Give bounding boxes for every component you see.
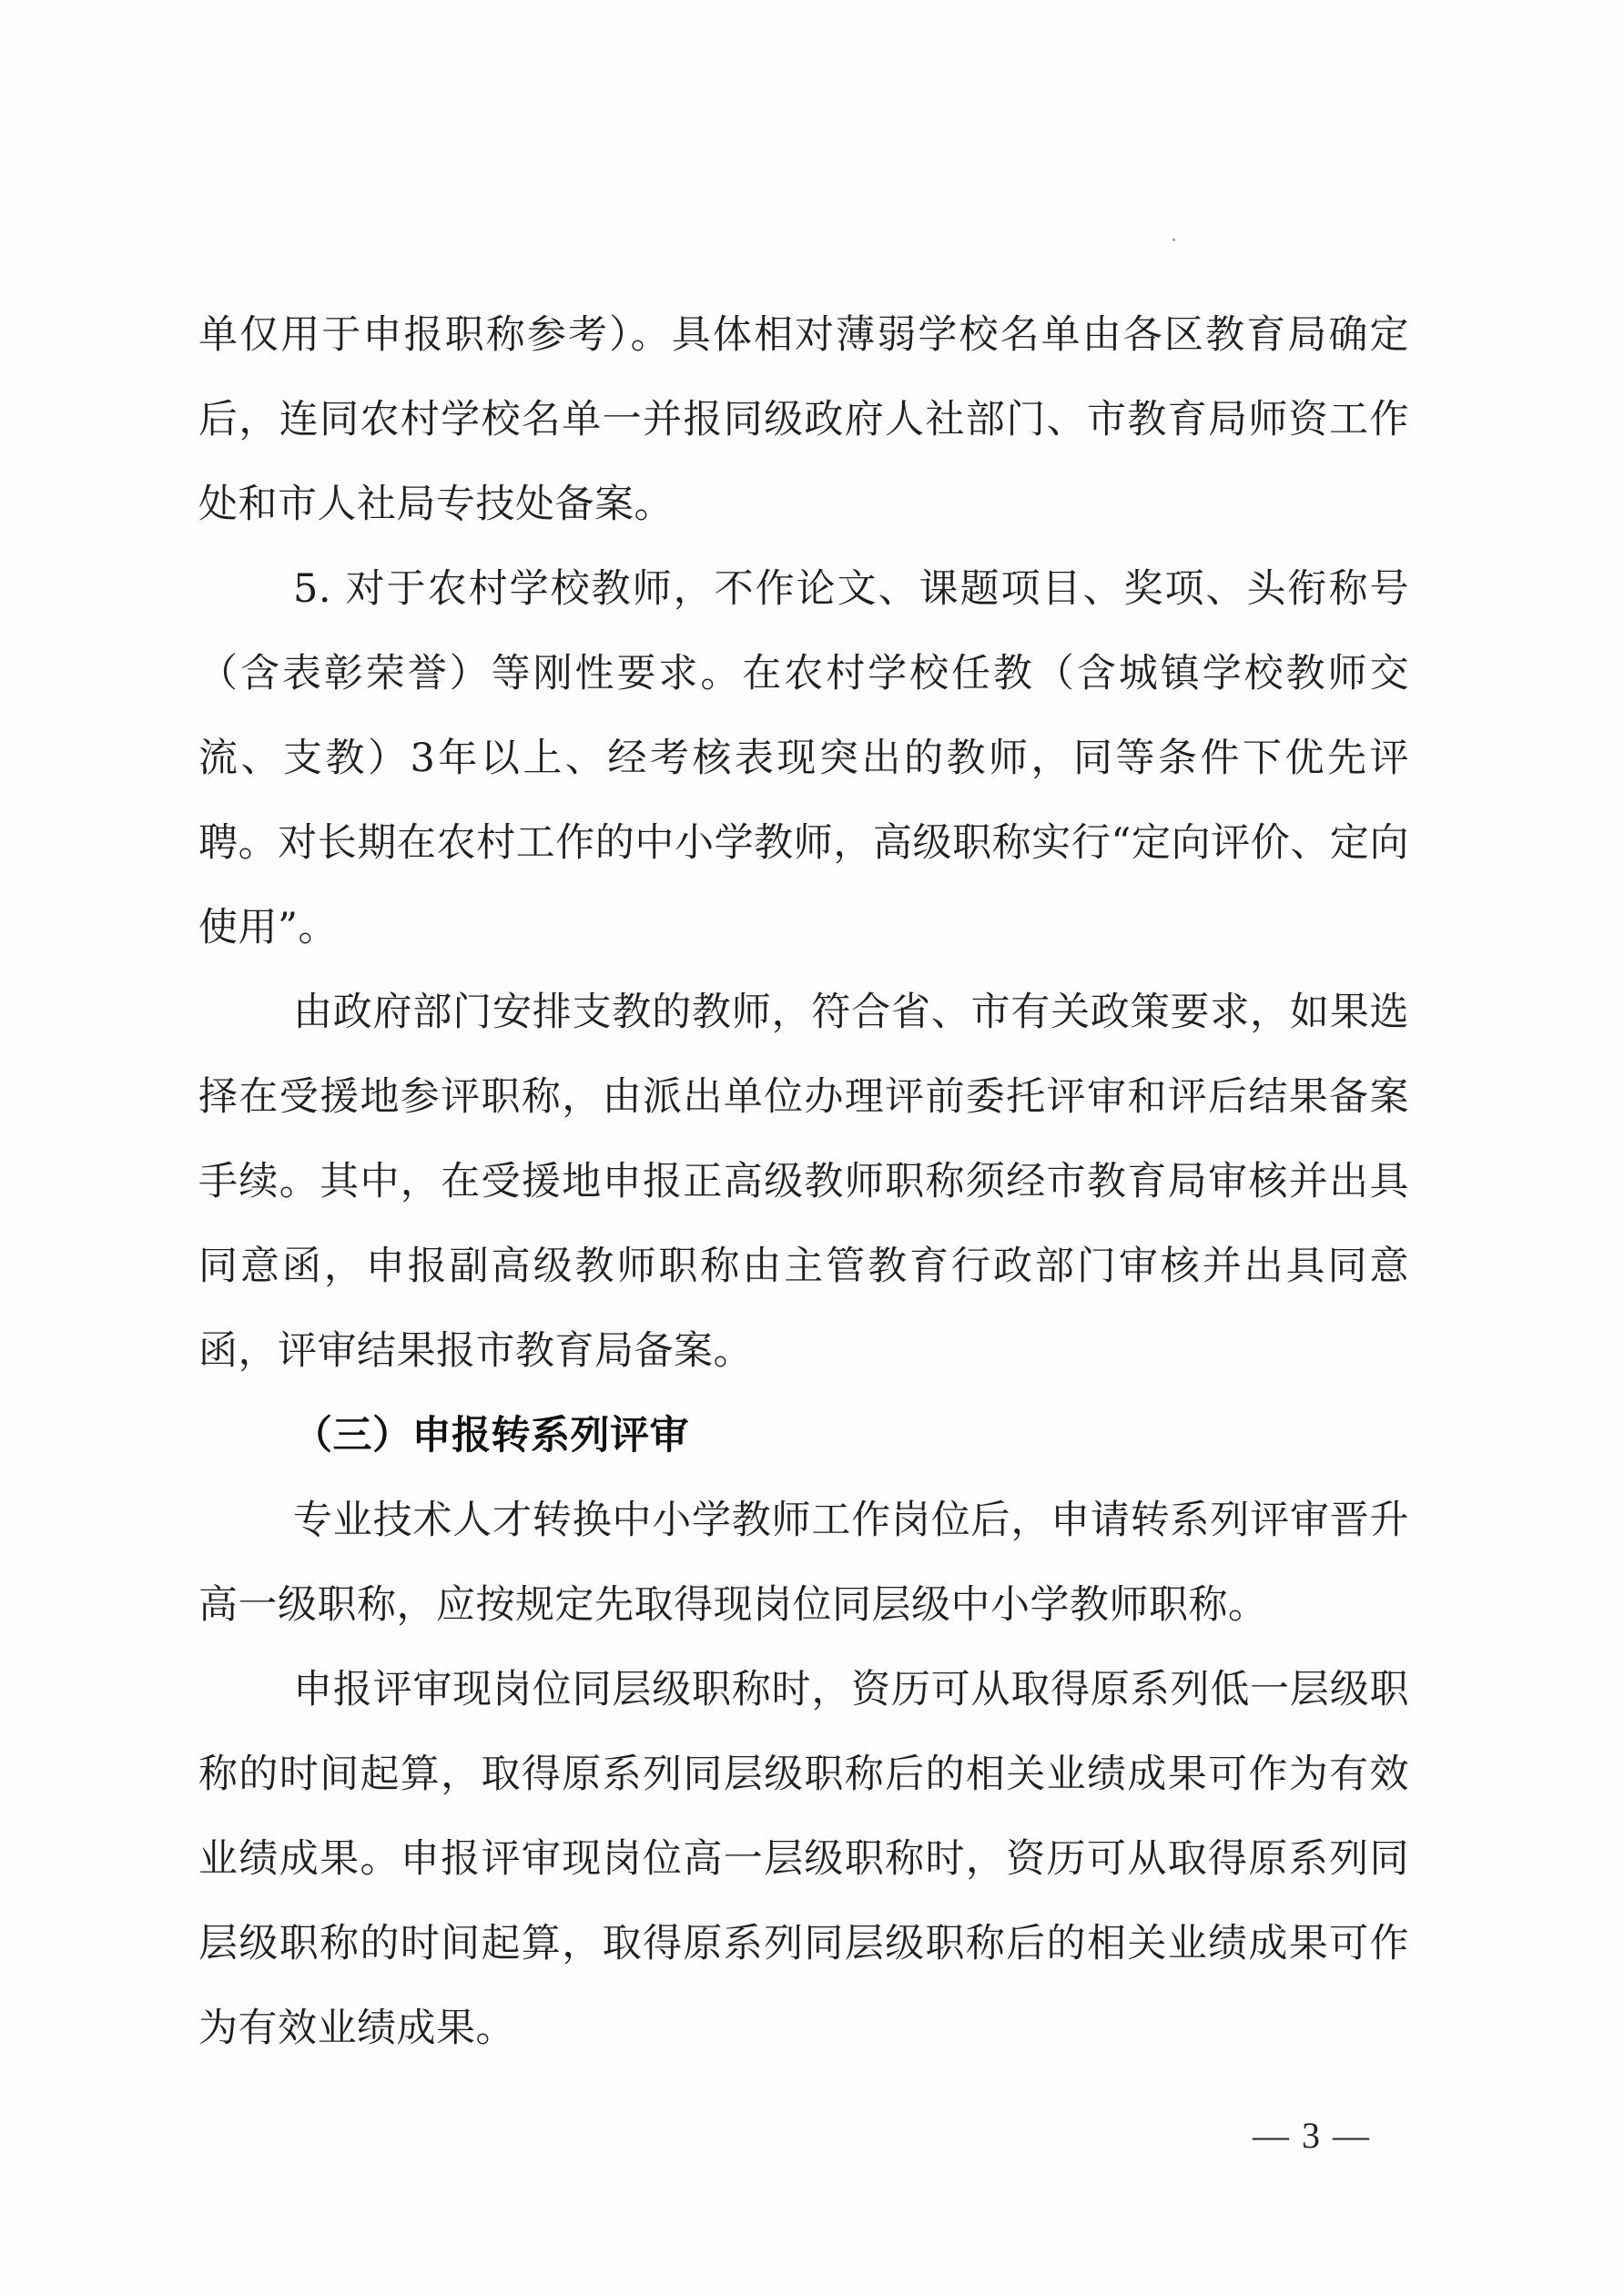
paragraph-support-teaching: 由政府部门安排支教的教师，符合省、市有关政策要求，如果选择在受援地参评职称，由派出单位办理评前委托评审和评后结果备案手续。其中，在受援地申报正高级教师职称须经市教育局审核并出具同意函，申报副高级教师职称由主管教育行政部门审核并出具同意函，评审结果报市教育局备案。 [198, 990, 1409, 1374]
scan-speck [1172, 239, 1175, 241]
page-number: — 3 — [1253, 2115, 1371, 2156]
paragraph-continuation: 单仅用于申报职称参考）。具体相对薄弱学校名单由各区教育局确定后，连同农村学校名单一并报同级政府人社部门、市教育局师资工作处和市人社局专技处备案。 [198, 312, 1409, 527]
section-heading-series-transfer: （三）申报转系列评审 [293, 1413, 689, 1458]
paragraph-qualification-calculation: 申报评审现岗位同层级职称时，资历可从取得原系列低一层级职称的时间起算，取得原系列同层级职称后的相关业绩成果可作为有效业绩成果。申报评审现岗位高一层级职称时，资历可从取得原系列同层级职称的时间起算，取得原系列同层级职称后的相关业绩成果可作为有效业绩成果。 [198, 1667, 1409, 2051]
paragraph-series-transfer: 专业技术人才转换中小学教师工作岗位后，申请转系列评审晋升高一级职称，应按规定先取得现岗位同层级中小学教师职称。 [198, 1498, 1409, 1628]
paragraph-rural-teachers: 5. 对于农村学校教师，不作论文、课题项目、奖项、头衔称号（含表彰荣誉）等刚性要求。在农村学校任教（含城镇学校教师交流、支教）3年以上、经考核表现突出的教师，同等条件下优先评聘。对长期在农村工作的中小学教师，高级职称实行“定向评价、定向使用”。 [198, 566, 1409, 950]
document-body [198, 293, 1409, 2071]
